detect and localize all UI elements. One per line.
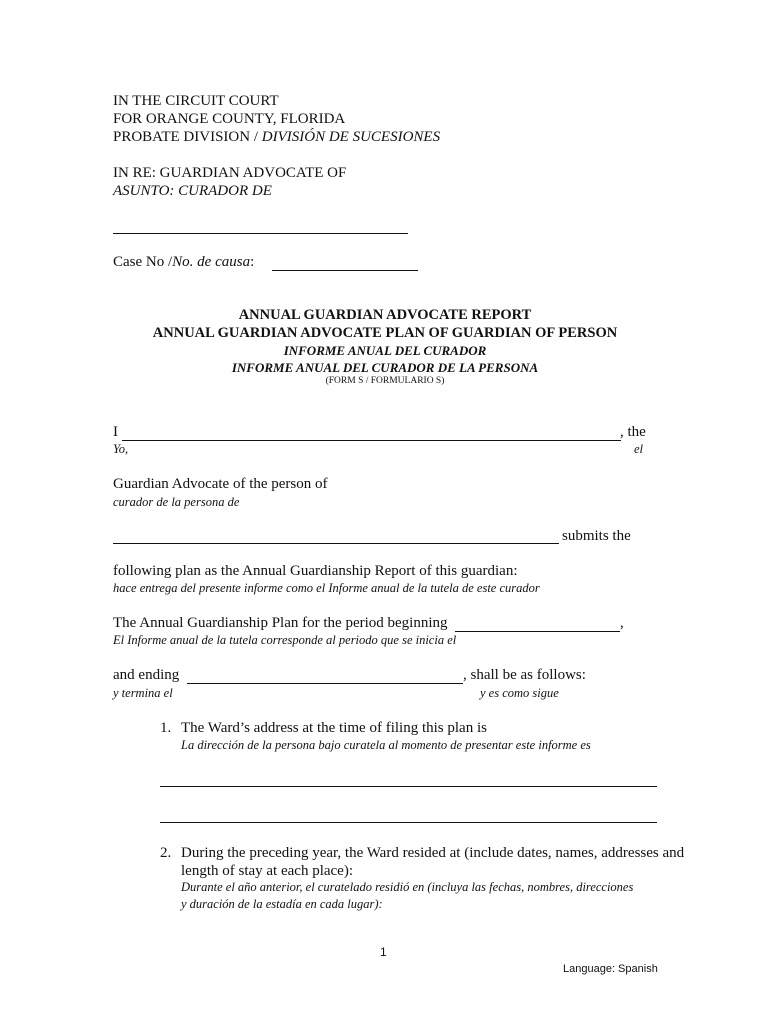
item-2-text-es-line1: Durante el año anterior, el curatelado residió en (incluya las fechas, nombres, direcciones bbox=[181, 880, 634, 894]
i-label: I bbox=[113, 424, 118, 440]
case-colon: : bbox=[250, 254, 255, 270]
division-en: PROBATE DIVISION / bbox=[113, 129, 262, 145]
plan-period-comma: , bbox=[620, 615, 624, 631]
plan-period-en: The Annual Guardianship Plan for the period beginning bbox=[113, 615, 448, 631]
court-division bbox=[113, 129, 440, 146]
item-1-number: 1. bbox=[160, 720, 172, 736]
submits-the: submits the bbox=[562, 528, 631, 544]
address-blank-2[interactable] bbox=[160, 822, 657, 823]
period-ending-blank[interactable] bbox=[187, 683, 463, 684]
item-2-text-en-line1: During the preceding year, the Ward resided at (include dates, names, addresses and bbox=[181, 845, 685, 861]
title-line-4: INFORME ANUAL DEL CURADOR DE LA PERSONA bbox=[231, 360, 539, 375]
in-re-es: ASUNTO: CURADOR DE bbox=[113, 183, 272, 199]
ward-person-blank[interactable] bbox=[113, 543, 559, 544]
guardian-name-blank[interactable] bbox=[122, 440, 621, 441]
case-label-es: No. de causa bbox=[172, 254, 251, 270]
el-label: el bbox=[634, 442, 644, 456]
address-blank-1[interactable] bbox=[160, 786, 657, 787]
ending-en: and ending bbox=[113, 667, 180, 683]
item-1-text-en: The Ward’s address at the time of filing this plan is bbox=[181, 720, 487, 736]
plan-period-es: El Informe anual de la tutela corresponde al periodo que se inicia el bbox=[113, 633, 457, 647]
form-id: (FORM S / FORMULARIO S) bbox=[325, 376, 445, 386]
case-number-blank[interactable] bbox=[272, 270, 418, 271]
title-line-3: INFORME ANUAL DEL CURADOR bbox=[283, 343, 487, 358]
case-number-label bbox=[113, 254, 254, 271]
guardian-of-person-es: curador de la persona de bbox=[113, 495, 240, 509]
yo-label: Yo, bbox=[113, 442, 129, 456]
ending-tail-es: y es como sigue bbox=[480, 686, 559, 700]
court-name: IN THE CIRCUIT COURT bbox=[113, 93, 279, 109]
title-line-2: ANNUAL GUARDIAN ADVOCATE PLAN OF GUARDIAN OF PERSON bbox=[152, 325, 618, 341]
guardian-of-person-en: Guardian Advocate of the person of bbox=[113, 476, 328, 492]
ward-name-blank[interactable] bbox=[113, 233, 408, 234]
the-label: , the bbox=[620, 424, 646, 440]
court-county: FOR ORANGE COUNTY, FLORIDA bbox=[113, 111, 346, 127]
following-plan-en: following plan as the Annual Guardianship Report of this guardian: bbox=[113, 563, 518, 579]
language-note: Language: Spanish bbox=[563, 963, 658, 975]
item-2-text-es-line2: y duración de la estadía en cada lugar): bbox=[181, 897, 383, 911]
following-plan-es: hace entrega del presente informe como el Informe anual de la tutela de este curador bbox=[113, 581, 540, 595]
division-es: DIVISIÓN DE SUCESIONES bbox=[261, 129, 441, 145]
ending-es: y termina el bbox=[113, 686, 173, 700]
in-re-en: IN RE: GUARDIAN ADVOCATE OF bbox=[113, 165, 347, 181]
title-line-1: ANNUAL GUARDIAN ADVOCATE REPORT bbox=[238, 307, 532, 323]
ending-tail-en: , shall be as follows: bbox=[463, 667, 586, 683]
item-2-text-en-line2: length of stay at each place): bbox=[181, 863, 354, 879]
case-label-en: Case No / bbox=[113, 254, 173, 270]
item-1-text-es: La dirección de la persona bajo curatela al momento de presentar este informe es bbox=[181, 738, 591, 752]
page-number: 1 bbox=[380, 945, 387, 959]
item-2-number: 2. bbox=[160, 845, 172, 861]
period-beginning-blank[interactable] bbox=[455, 631, 620, 632]
